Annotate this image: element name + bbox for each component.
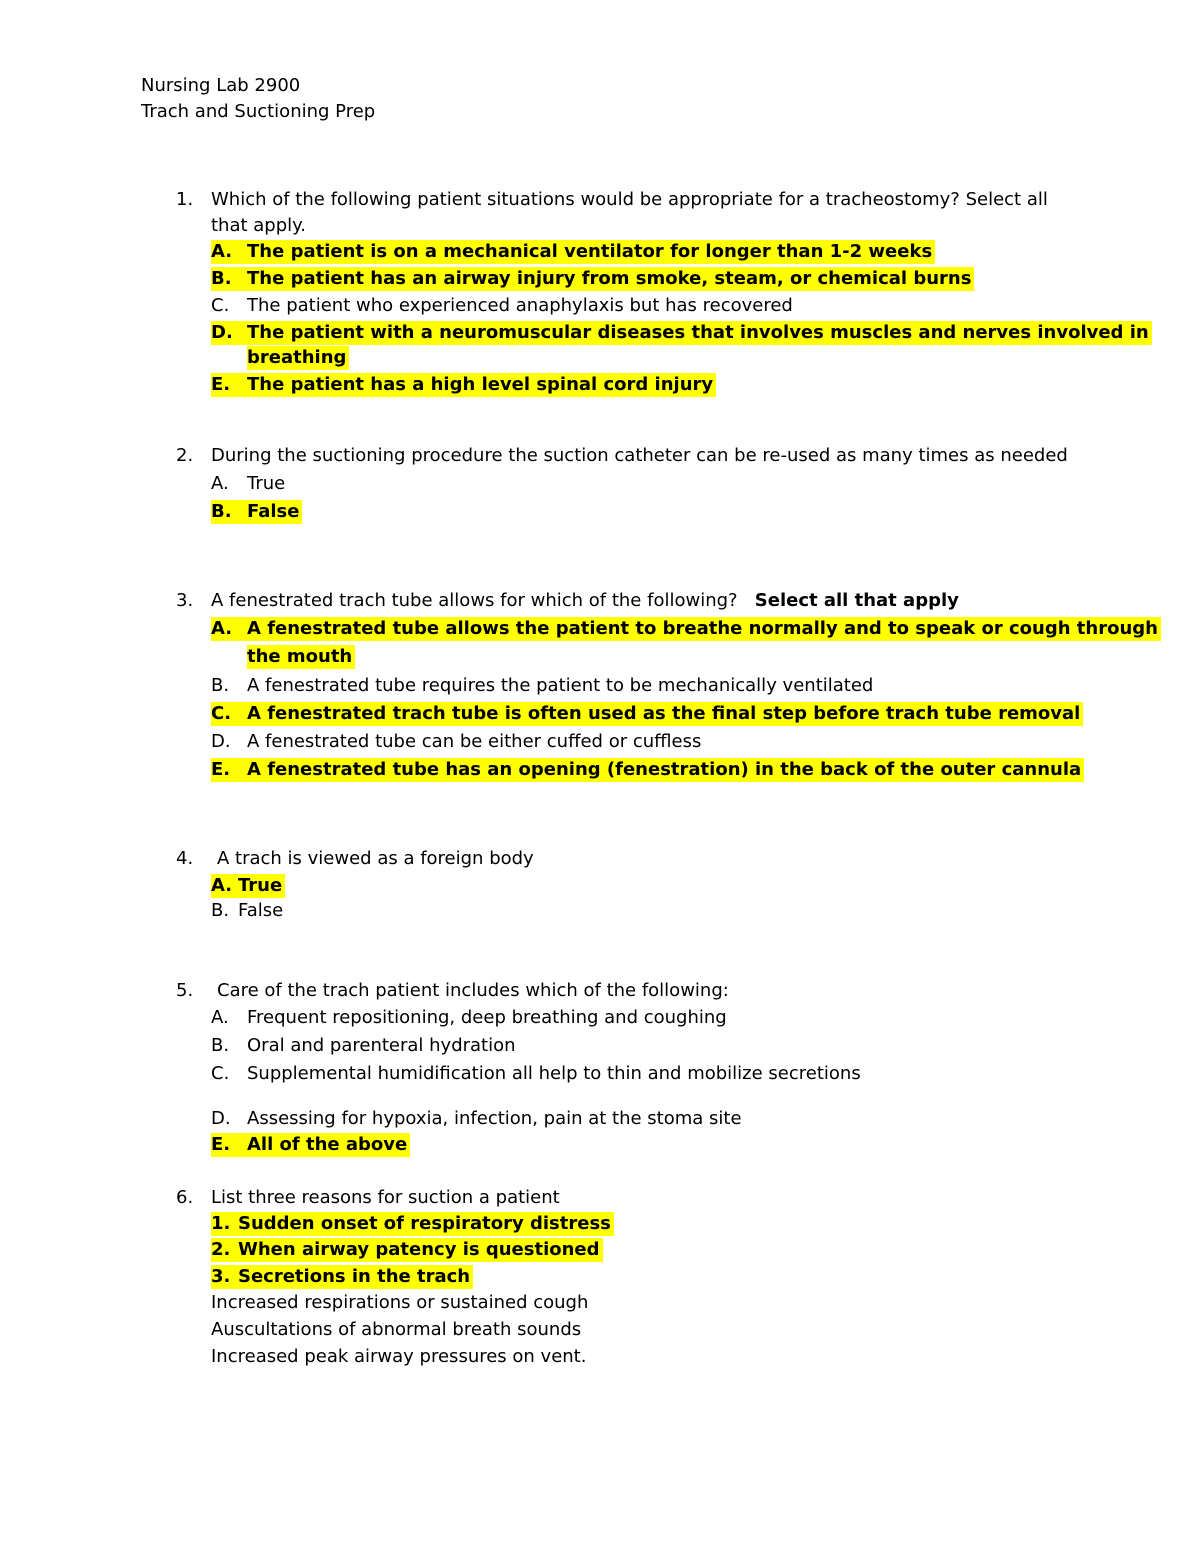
q3-option-d	[211, 730, 701, 754]
option-letter: A.	[211, 618, 233, 639]
q6-answer-2	[211, 1238, 603, 1262]
q2-option-b	[211, 500, 302, 524]
option-letter: A.	[211, 1007, 229, 1028]
option-letter: A.	[211, 241, 233, 262]
course-title: Nursing Lab 2900	[141, 75, 301, 96]
option-text: True	[238, 875, 283, 896]
option-text: False	[247, 501, 300, 522]
q5-option-e	[211, 1133, 410, 1157]
option-text: breathing	[247, 347, 347, 368]
option-text: All of the above	[247, 1134, 408, 1155]
q3-option-b	[211, 674, 873, 698]
q1-text-line2: that apply.	[211, 215, 306, 236]
q6-answer-1	[211, 1212, 614, 1236]
document-subtitle: Trach and Suctioning Prep	[141, 101, 376, 122]
option-text: Frequent repositioning, deep breathing and coughing	[247, 1007, 727, 1028]
option-text: A fenestrated tube allows the patient to breathe normally and to speak or cough through	[247, 618, 1158, 639]
answer-text: When airway patency is questioned	[238, 1239, 600, 1260]
q3-option-c	[211, 702, 1083, 726]
answer-number: 1.	[211, 1213, 231, 1234]
q5-text: Care of the trach patient includes which of the following:	[217, 980, 729, 1001]
q1-number: 1.	[176, 189, 194, 210]
q6-extra-3: Increased peak airway pressures on vent.	[211, 1346, 587, 1367]
q3-question: A fenestrated trach tube allows for which of the following?	[211, 590, 738, 611]
option-text: A fenestrated trach tube is often used as the final step before trach tube removal	[247, 703, 1081, 724]
option-letter: E.	[211, 374, 231, 395]
option-letter: B.	[211, 675, 230, 696]
q4-option-b	[211, 899, 283, 923]
q3-option-a	[211, 617, 1161, 641]
option-text: A fenestrated tube has an opening (fenestration) in the back of the outer cannula	[247, 759, 1082, 780]
q1-option-a	[211, 240, 935, 264]
q5-option-c	[211, 1062, 861, 1086]
q3-option-e	[211, 758, 1084, 782]
q3-number: 3.	[176, 590, 194, 611]
option-letter: C.	[211, 1063, 230, 1084]
q6-extra-1: Increased respirations or sustained cough	[211, 1292, 589, 1313]
q5-number: 5.	[176, 980, 194, 1001]
q5-option-d	[211, 1107, 742, 1131]
option-text: the mouth	[247, 646, 353, 667]
answer-number: 3.	[211, 1266, 231, 1287]
option-letter: D.	[211, 731, 231, 752]
q1-option-c	[211, 294, 793, 318]
q6-text: List three reasons for suction a patient	[211, 1187, 560, 1208]
option-letter: C.	[211, 295, 230, 316]
option-text: True	[247, 473, 286, 494]
option-text: Oral and parenteral hydration	[247, 1035, 516, 1056]
option-letter: B.	[211, 501, 232, 522]
answer-text: Secretions in the trach	[238, 1266, 471, 1287]
q1-option-d-continued	[247, 346, 349, 370]
q6-number: 6.	[176, 1187, 194, 1208]
option-text: The patient has an airway injury from smoke, steam, or chemical burns	[247, 268, 972, 289]
option-letter: E.	[211, 1134, 231, 1155]
option-letter: D.	[211, 1108, 231, 1129]
q3-instruction: Select all that apply	[754, 590, 959, 611]
q3-option-a-continued	[247, 645, 355, 669]
q5-option-a	[211, 1006, 727, 1030]
option-text: The patient is on a mechanical ventilator for longer than 1-2 weeks	[247, 241, 933, 262]
q2-option-a	[211, 472, 285, 496]
q4-number: 4.	[176, 848, 194, 869]
option-text: Assessing for hypoxia, infection, pain at the stoma site	[247, 1108, 742, 1129]
option-text: Supplemental humidification all help to thin and mobilize secretions	[247, 1063, 861, 1084]
option-text: The patient with a neuromuscular diseases that involves muscles and nerves involved in	[247, 322, 1149, 343]
q1-option-e	[211, 373, 716, 397]
answer-text: Sudden onset of respiratory distress	[238, 1213, 611, 1234]
option-letter: D.	[211, 322, 233, 343]
option-letter: A.	[211, 473, 229, 494]
q1-text-line1: Which of the following patient situations would be appropriate for a tracheostomy? Select all	[211, 189, 1048, 210]
option-letter: B.	[211, 268, 232, 289]
q2-text: During the suctioning procedure the suction catheter can be re-used as many times as needed	[211, 445, 1068, 466]
option-text: False	[238, 900, 284, 921]
q5-option-b	[211, 1034, 516, 1058]
option-letter: B.	[211, 900, 230, 921]
q3-text	[211, 589, 959, 613]
q4-option-a	[211, 874, 285, 898]
q6-answer-3	[211, 1265, 473, 1289]
option-letter: B.	[211, 1035, 230, 1056]
option-letter: C.	[211, 703, 232, 724]
q4-text: A trach is viewed as a foreign body	[217, 848, 534, 869]
option-letter: A.	[211, 875, 233, 896]
option-text: A fenestrated tube requires the patient to be mechanically ventilated	[247, 675, 874, 696]
q6-extra-2: Auscultations of abnormal breath sounds	[211, 1319, 582, 1340]
option-letter: E.	[211, 759, 231, 780]
option-text: The patient has a high level spinal cord injury	[247, 374, 714, 395]
q1-option-b	[211, 267, 974, 291]
q1-option-d	[211, 321, 1152, 345]
option-text: A fenestrated tube can be either cuffed or cuffless	[247, 731, 702, 752]
q2-number: 2.	[176, 445, 194, 466]
answer-number: 2.	[211, 1239, 231, 1260]
option-text: The patient who experienced anaphylaxis but has recovered	[247, 295, 793, 316]
